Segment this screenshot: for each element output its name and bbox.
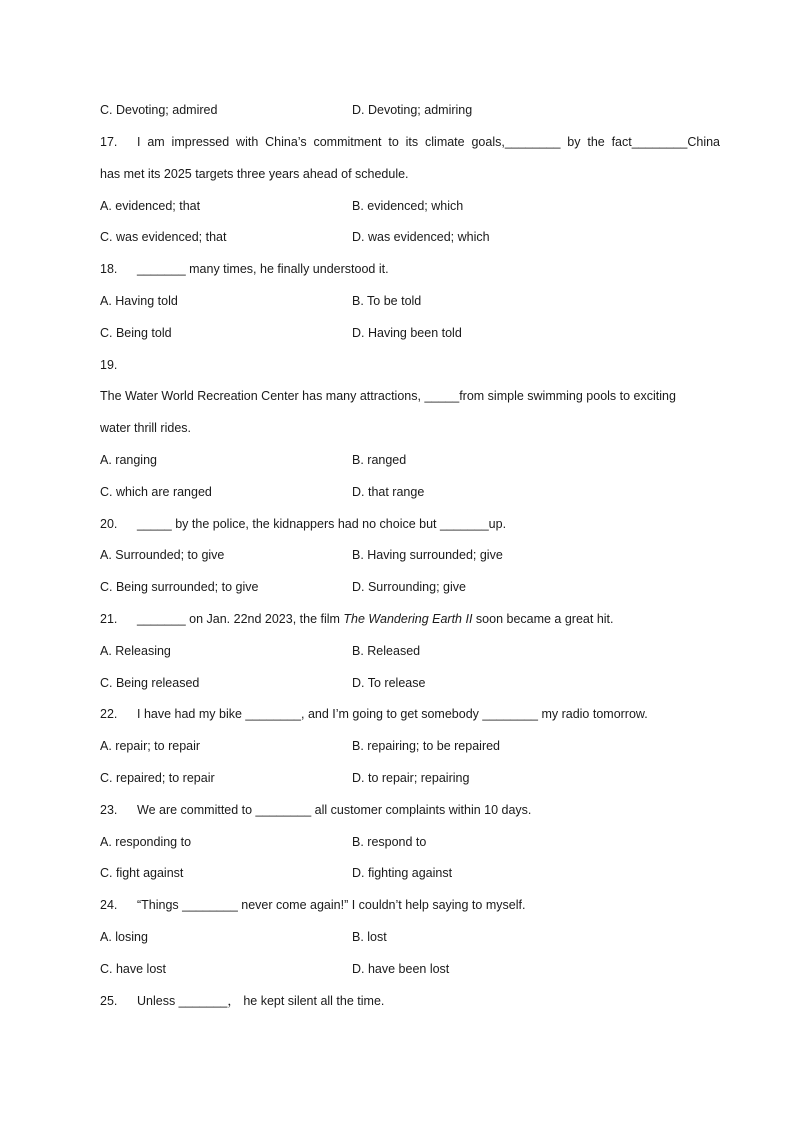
- q18-stem: [100, 261, 389, 277]
- q24-option-d: D. have been lost: [352, 962, 450, 976]
- q18-stem-text: _______ many times, he finally understood it.: [137, 262, 389, 276]
- q22-stem-text: I have had my bike ________, and I’m going to get somebody ________ my radio tomorrow.: [137, 707, 648, 721]
- q23-option-c: C. fight against: [100, 866, 184, 880]
- q19-stem-line1: The Water World Recreation Center has many attractions, _____from simple swimming pools to exciting: [100, 389, 676, 403]
- q25-stem-text: Unless _______， he kept silent all the time.: [137, 994, 385, 1008]
- q18-option-b: B. To be told: [352, 294, 422, 308]
- q24-option-a: A. losing: [100, 930, 148, 944]
- q20-option-a: A. Surrounded; to give: [100, 548, 225, 562]
- q19-stem-line2: water thrill rides.: [100, 421, 191, 435]
- q19-option-b: B. ranged: [352, 453, 407, 467]
- q22-stem: [100, 706, 648, 722]
- q20-stem: [100, 516, 506, 532]
- q23-option-d: D. fighting against: [352, 866, 453, 880]
- q19-option-c: C. which are ranged: [100, 485, 212, 499]
- q20-option-b: B. Having surrounded; give: [352, 548, 503, 562]
- q22-option-a: A. repair; to repair: [100, 739, 201, 753]
- q17-option-a: A. evidenced; that: [100, 199, 201, 213]
- q19-option-a: A. ranging: [100, 453, 157, 467]
- q25-stem: [100, 993, 384, 1009]
- q17-option-c: C. was evidenced; that: [100, 230, 227, 244]
- q18-option-c: C. Being told: [100, 326, 172, 340]
- q20-option-d: D. Surrounding; give: [352, 580, 466, 594]
- q21-stem: [100, 611, 614, 627]
- q17-option-b: B. evidenced; which: [352, 199, 464, 213]
- q21-stem-pre: _______ on Jan. 22nd 2023, the film: [137, 612, 344, 626]
- q22-option-c: C. repaired; to repair: [100, 771, 215, 785]
- q20-option-c: C. Being surrounded; to give: [100, 580, 259, 594]
- q17-stem: [100, 134, 720, 150]
- q21-number: 21.: [100, 612, 118, 626]
- q17-option-d: D. was evidenced; which: [352, 230, 490, 244]
- q21-option-c: C. Being released: [100, 676, 200, 690]
- q22-option-b: B. repairing; to be repaired: [352, 739, 501, 753]
- q20-stem-text: _____ by the police, the kidnappers had no choice but _______up.: [137, 517, 507, 531]
- q18-number: 18.: [100, 262, 118, 276]
- q24-stem-text: “Things ________ never come again!” I couldn’t help saying to myself.: [137, 898, 526, 912]
- q24-number: 24.: [100, 898, 118, 912]
- q16-option-c: C. Devoting; admired: [100, 103, 218, 117]
- q21-stem-post: soon became a great hit.: [472, 612, 614, 626]
- q23-stem-text: We are committed to ________ all customer complaints within 10 days.: [137, 803, 532, 817]
- q17-number: 17.: [100, 135, 118, 149]
- q22-number: 22.: [100, 707, 118, 721]
- q22-option-d: D. to repair; repairing: [352, 771, 470, 785]
- q23-stem: [100, 802, 531, 818]
- q24-stem: [100, 897, 525, 913]
- q24-option-b: B. lost: [352, 930, 387, 944]
- q23-option-a: A. responding to: [100, 835, 192, 849]
- q17-stem-line1: I am impressed with China’s commitment to its climate goals,________ by the fact________China: [137, 135, 720, 149]
- q16-option-d: D. Devoting; admiring: [352, 103, 473, 117]
- q17-stem-line2: has met its 2025 targets three years ahead of schedule.: [100, 167, 409, 181]
- q25-number: 25.: [100, 994, 118, 1008]
- q21-option-b: B. Released: [352, 644, 421, 658]
- q21-option-a: A. Releasing: [100, 644, 171, 658]
- q18-option-d: D. Having been told: [352, 326, 462, 340]
- q21-film-title: The Wandering Earth II: [343, 612, 473, 626]
- q23-option-b: B. respond to: [352, 835, 427, 849]
- q23-number: 23.: [100, 803, 118, 817]
- q19-number: 19.: [100, 358, 118, 372]
- q20-number: 20.: [100, 517, 118, 531]
- q24-option-c: C. have lost: [100, 962, 167, 976]
- q18-option-a: A. Having told: [100, 294, 178, 308]
- q19-option-d: D. that range: [352, 485, 425, 499]
- q21-option-d: D. To release: [352, 676, 426, 690]
